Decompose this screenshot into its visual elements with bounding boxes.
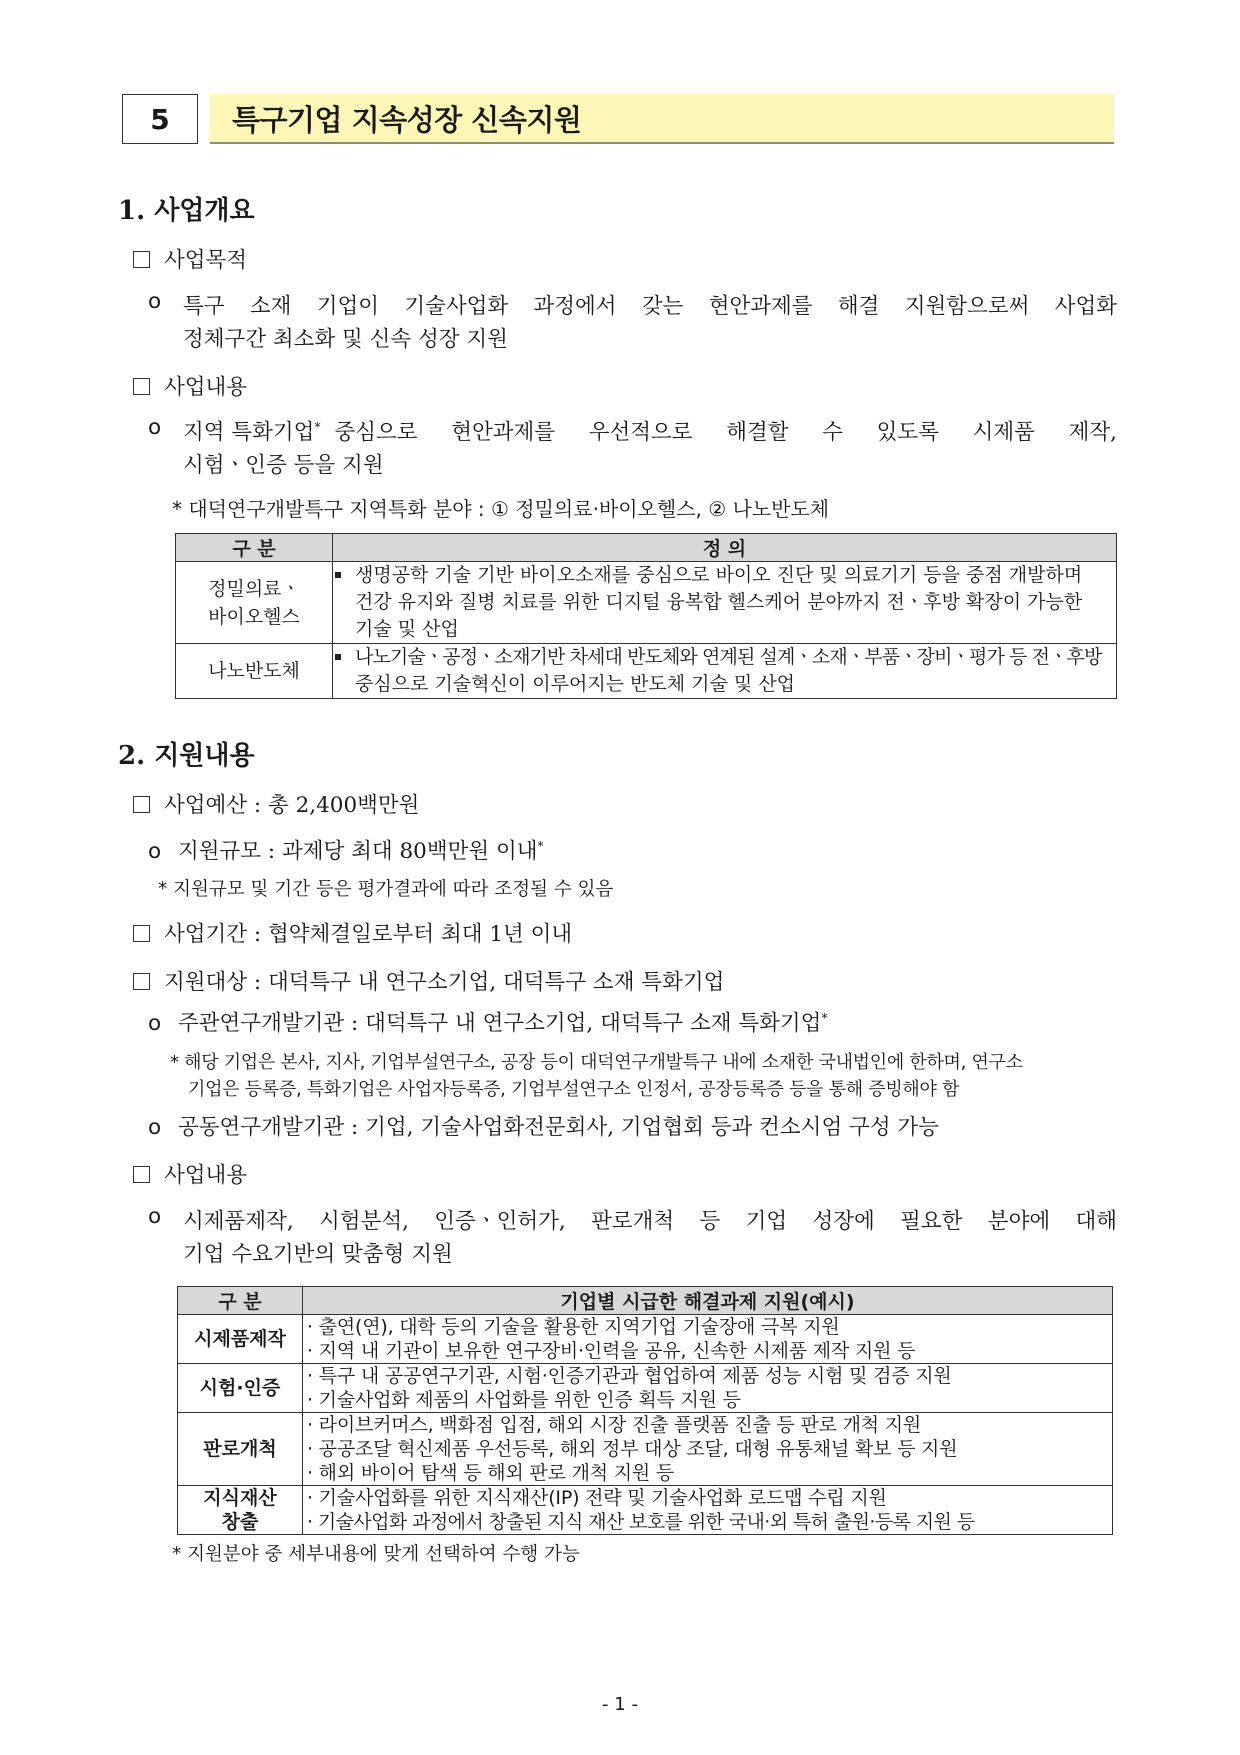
table-header: 구 분 xyxy=(176,534,333,562)
period-line: 사업기간 : 협약체결일로부터 최대 1년 이내 xyxy=(133,917,572,948)
table-cell-value: · 라이브커머스, 백화점 입점, 해외 시장 진출 플랫폼 진출 등 판로 개척 지원 · 공공조달 혁신제품 우선등록, 해외 정부 대상 조달, 대형 유통채널 확보 등 지원 · 해외 바이어 탐색 등 해외 판로 개척 지원 등 xyxy=(303,1413,1113,1486)
table-cell-key: 시험·인증 xyxy=(178,1364,303,1413)
checkbox-square-icon xyxy=(133,796,150,813)
section2-title: 2. 지원내용 xyxy=(118,741,255,771)
section2-footnote: * 지원분야 중 세부내용에 맞게 선택하여 수행 가능 xyxy=(172,1544,580,1565)
table-cell-value: 생명공학 기술 기반 바이오소재를 중심으로 바이오 진단 및 의료기기 등을 중점 개발하며 건강 유지와 질병 치료를 위한 디지털 융복합 헬스케어 분야까지 전ㆍ후방 확장이 가능한 기술 및 산업 xyxy=(333,562,1117,644)
joint-org-line: o 공동연구개발기관 : 기업, 기술사업화전문회사, 기업협회 등과 컨소시엄 구성 가능 xyxy=(148,1115,939,1140)
target-line: 지원대상 : 대덕특구 내 연구소기업, 대덕특구 소재 특화기업 xyxy=(133,965,724,996)
circle-bullet-icon: o xyxy=(148,1011,162,1036)
table-cell-key: 나노반도체 xyxy=(176,644,333,699)
circle-bullet-icon: o xyxy=(148,1115,162,1140)
square-bullet-icon xyxy=(335,572,341,578)
checkbox-square-icon xyxy=(133,973,150,990)
table-cell-key: 지식재산 창출 xyxy=(178,1486,303,1535)
checkbox-square-icon xyxy=(133,1166,150,1183)
lead-org-line: o 주관연구개발기관 : 대덕특구 내 연구소기업, 대덕특구 소재 특화기업* xyxy=(148,1011,828,1036)
circle-bullet-icon: o xyxy=(148,839,162,864)
table-header: 정 의 xyxy=(333,534,1117,562)
scale-note: * 지원규모 및 기간 등은 평가결과에 따라 조정될 수 있음 xyxy=(158,879,614,900)
lead-note-2: 기업은 등록증, 특화기업은 사업자등록증, 기업부설연구소 인정서, 공장등록증 등을 통해 증빙해야 함 xyxy=(188,1079,960,1100)
table-header: 구 분 xyxy=(178,1287,303,1315)
table-row xyxy=(176,644,1117,699)
checkbox-square-icon xyxy=(133,925,150,942)
circle-bullet-icon: o xyxy=(148,289,162,314)
content2-bullet xyxy=(148,1204,178,1229)
table-cell-key: 정밀의료ㆍ 바이오헬스 xyxy=(176,562,333,644)
table-row xyxy=(178,1486,1113,1535)
table-row xyxy=(176,562,1117,644)
specialization-table xyxy=(175,533,1117,699)
table-cell-key: 시제품제작 xyxy=(178,1315,303,1364)
purpose-heading: 사업목적 xyxy=(133,243,247,274)
table-row xyxy=(178,1315,1113,1364)
table-row xyxy=(178,1364,1113,1413)
table-row xyxy=(178,1413,1113,1486)
table-cell-key: 판로개척 xyxy=(178,1413,303,1486)
content2-bullet-text: 시제품제작, 시험분석, 인증ㆍ인허가, 판로개척 등 기업 성장에 필요한 분야에 대해 xyxy=(183,1209,1117,1234)
purpose-bullet xyxy=(148,289,178,314)
support-table xyxy=(177,1286,1113,1535)
purpose-bullet-text: 특구 소재 기업이 기술사업화 과정에서 갖는 현안과제를 해결 지원함으로써 사업화 xyxy=(183,294,1117,319)
table-cell-value: 나노기술ㆍ공정ㆍ소재기반 차세대 반도체와 연계된 설계ㆍ소재ㆍ부품ㆍ장비ㆍ평가 등 전ㆍ후방 중심으로 기술혁신이 이루어지는 반도체 기술 및 산업 xyxy=(333,644,1117,699)
page-number: - 1 - xyxy=(602,1694,638,1715)
content-bullet-text: 지역 특화기업* 중심으로 현안과제를 우선적으로 해결할 수 있도록 시제품 제작, xyxy=(183,420,1117,445)
purpose-bullet-cont: 정체구간 최소화 및 신속 성장 지원 xyxy=(183,327,508,352)
circle-bullet-icon: o xyxy=(148,415,162,440)
circle-bullet-icon: o xyxy=(148,1204,162,1229)
content-bullet-cont: 시험ㆍ인증 등을 지원 xyxy=(183,453,384,478)
scale-line: o 지원규모 : 과제당 최대 80백만원 이내* xyxy=(148,839,544,864)
content2-bullet-cont: 기업 수요기반의 맞춤형 지원 xyxy=(183,1242,453,1267)
square-bullet-icon xyxy=(335,654,341,660)
chapter-title: 특구기업 지속성장 신속지원 xyxy=(210,94,1114,144)
table-cell-value: · 특구 내 공공연구기관, 시험·인증기관과 협업하여 제품 성능 시험 및 검증 지원 · 기술사업화 제품의 사업화를 위한 인증 획득 지원 등 xyxy=(303,1364,1113,1413)
content2-heading: 사업내용 xyxy=(133,1158,247,1189)
content-bullet xyxy=(148,415,178,440)
lead-note-1: * 해당 기업은 본사, 지사, 기업부설연구소, 공장 등이 대덕연구개발특구 내에 소재한 국내법인에 한하며, 연구소 xyxy=(170,1052,1023,1073)
table-header: 기업별 시급한 해결과제 지원(예시) xyxy=(303,1287,1113,1315)
checkbox-square-icon xyxy=(133,378,150,395)
section1-title: 1. 사업개요 xyxy=(118,196,255,226)
content-heading: 사업내용 xyxy=(133,370,247,401)
section1-footnote: * 대덕연구개발특구 지역특화 분야 : ① 정밀의료·바이오헬스, ② 나노반도체 xyxy=(172,497,830,521)
budget-line: 사업예산 : 총 2,400백만원 xyxy=(133,788,419,819)
table-cell-value: · 기술사업화를 위한 지식재산(IP) 전략 및 기술사업화 로드맵 수립 지원 · 기술사업화 과정에서 창출된 지식 재산 보호를 위한 국내·외 특허 출원·등록 지원 등 xyxy=(303,1486,1113,1535)
chapter-number: 5 xyxy=(122,94,198,144)
table-cell-value: · 출연(연), 대학 등의 기술을 활용한 지역기업 기술장애 극복 지원 · 지역 내 기관이 보유한 연구장비·인력을 공유, 신속한 시제품 제작 지원 등 xyxy=(303,1315,1113,1364)
checkbox-square-icon xyxy=(133,251,150,268)
